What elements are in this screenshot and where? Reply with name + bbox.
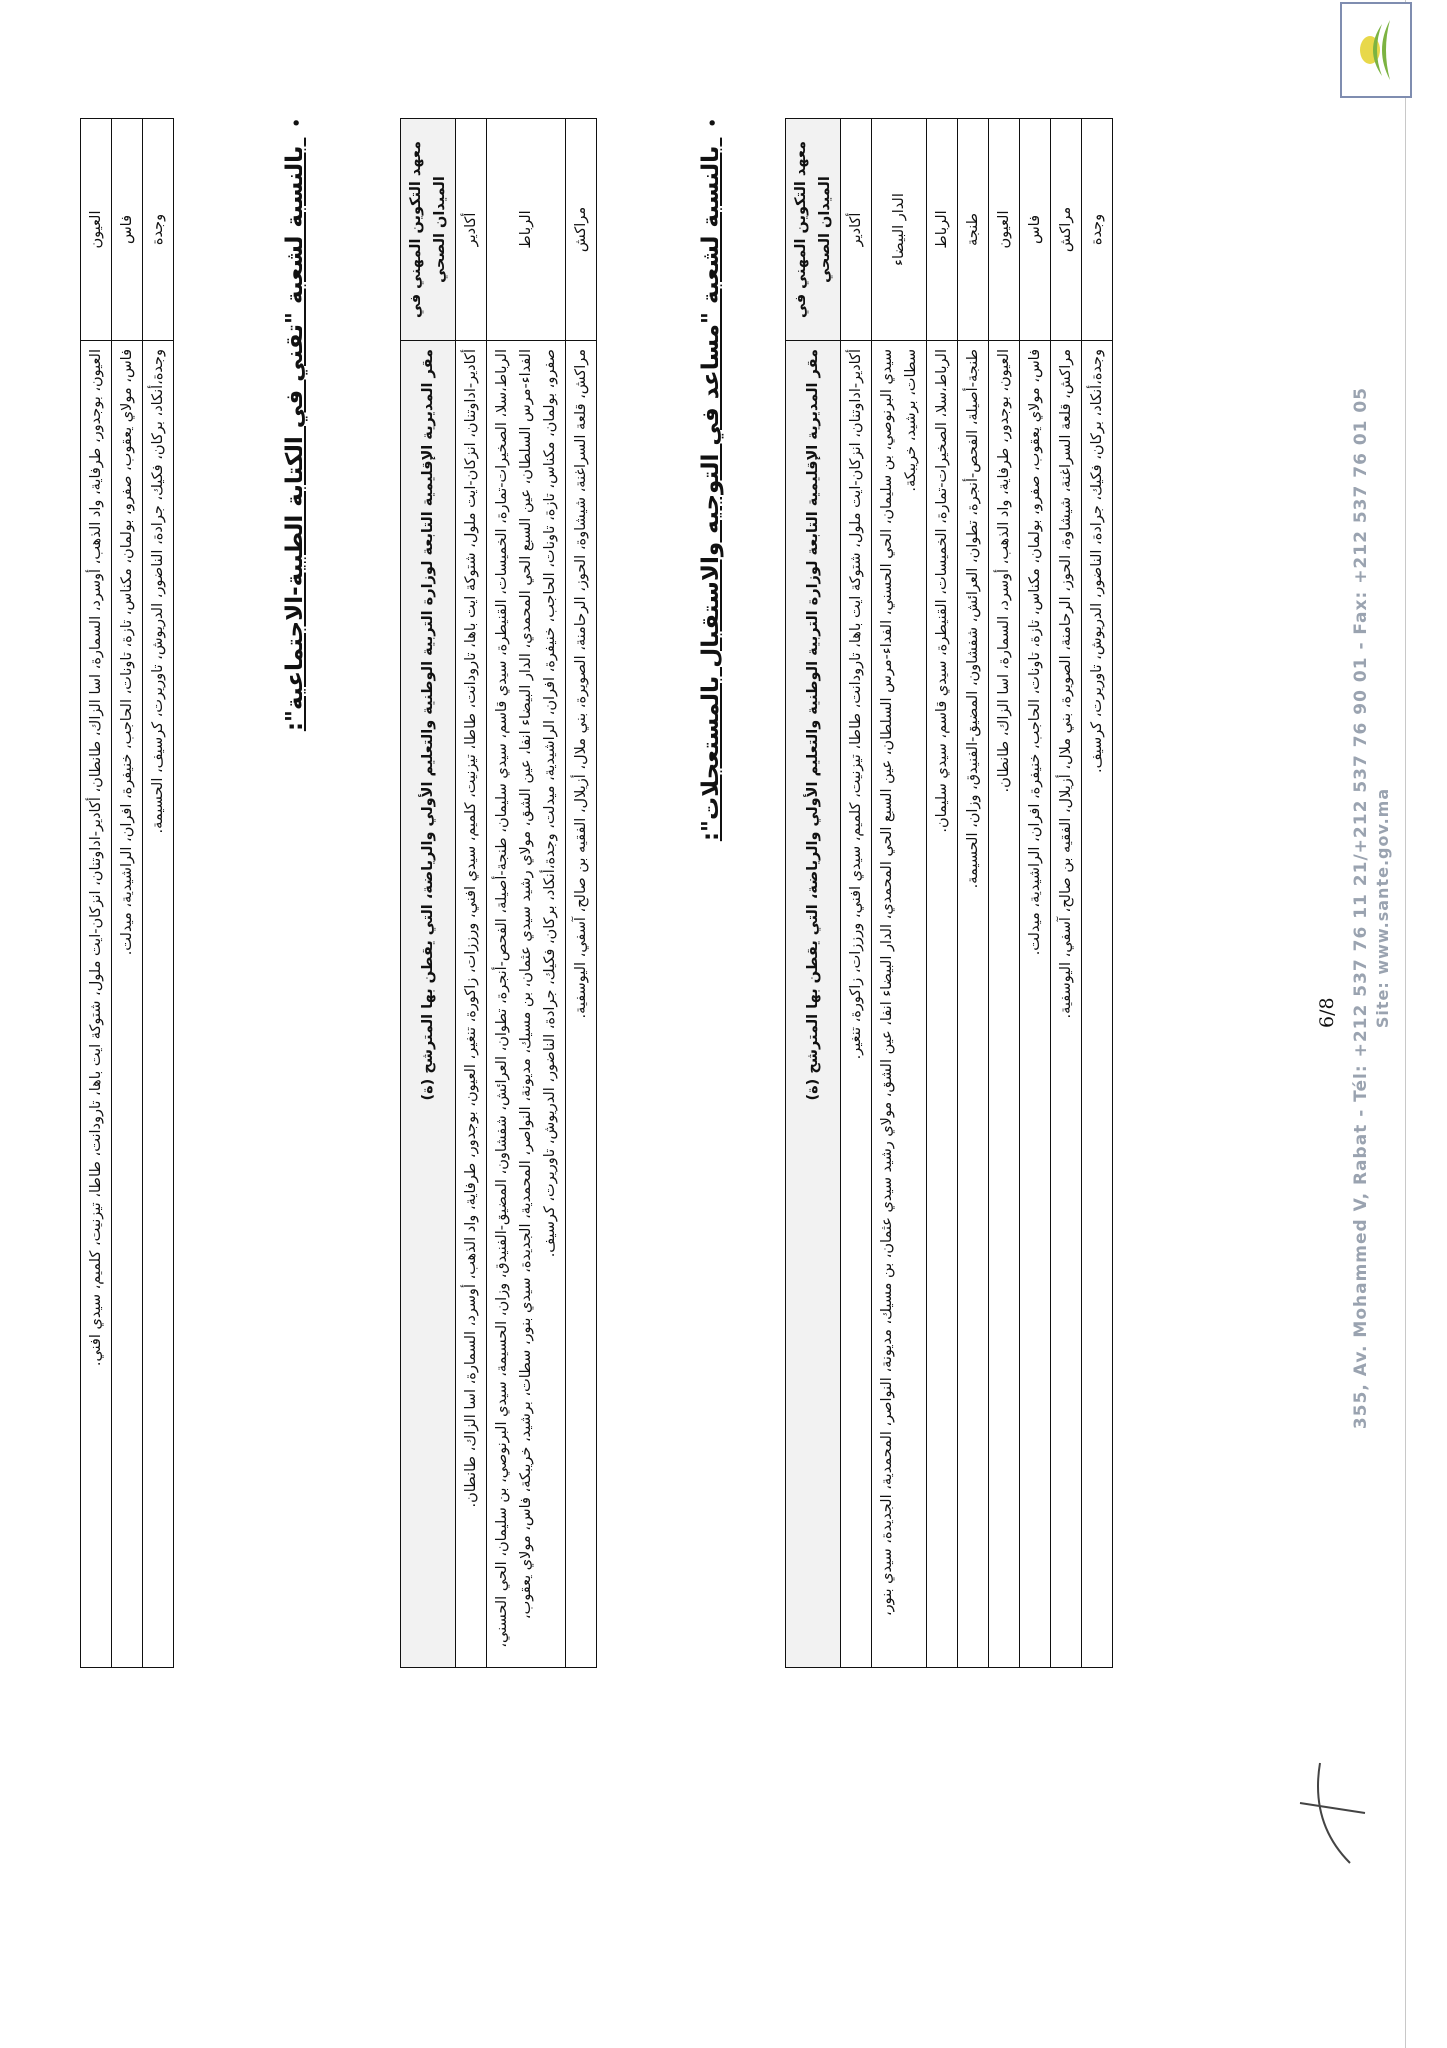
section2-table-body bbox=[841, 119, 1113, 1668]
table-row bbox=[1020, 119, 1051, 1668]
institute-cell: أكادير bbox=[456, 119, 487, 341]
header-institute: معهد التكوين المهني في الميدان الصحي bbox=[786, 119, 841, 341]
footer-site: Site: www.sante.gov.ma bbox=[1373, 787, 1392, 1029]
table-row bbox=[112, 119, 143, 1668]
institute-cell: مراكش bbox=[1051, 119, 1082, 341]
table-header-row bbox=[401, 119, 456, 1668]
institute-cell: وجدة bbox=[143, 119, 174, 341]
footer-address: 355, Av. Mohammed V, Rabat - Tél: +212 537 76 11 21/+212 537 76 90 01 - Fax: +212 537 76 01 05 bbox=[1351, 386, 1371, 1430]
institute-cell: مراكش bbox=[566, 119, 597, 341]
institute-cell: الدار البيضاء bbox=[872, 119, 927, 341]
table-header-row bbox=[786, 119, 841, 1668]
header-institute: معهد التكوين المهني في الميدان الصحي bbox=[401, 119, 456, 341]
institute-cell: الرباط bbox=[927, 119, 958, 341]
table-row bbox=[81, 119, 112, 1668]
directorates-cell: فاس، مولاي يعقوب، صفرو، بولمان، مكناس، تازة، تاونات، الحاجب، خنيفرة، افران، الراشيدية، ميدلت. bbox=[1020, 341, 1051, 1668]
table-row bbox=[927, 119, 958, 1668]
directorates-cell: وجدة،أنكاد، بركان، فكيك، جرادة، الناضور، الدريوش، تاوريرت، كرسيف، الحسيمة. bbox=[143, 341, 174, 1668]
institute-cell: العيون bbox=[81, 119, 112, 341]
table-row bbox=[841, 119, 872, 1668]
institute-cell: الرباط bbox=[487, 119, 566, 341]
directorates-cell: سيدي البرنوصي، بن سليمان، الحي الحسني، الفداء-مرس السلطان، عين السبع الحي المحمدي، الدار البيضاء انفا، عين الشق، مولاي رشيد سيدي عثمان، بن مسيك، مديونة، النواصر، المحمدية، الجديدة، سيدي بنور، سطات، برشيد، خريبكة. bbox=[872, 341, 927, 1668]
section1-table bbox=[400, 118, 597, 1668]
directorates-cell: مراكش، قلعة السراغنة، شيشاوة، الحوز، الرحامنة، الصويرة، بني ملال، أزيلال، الفقيه بن صالح، آسفي، اليوسفية. bbox=[1051, 341, 1082, 1668]
institute-cell: العيون bbox=[989, 119, 1020, 341]
directorates-cell: طنجة-أصيلة، الفحص-أنجرة، تطوان، العرائش، شفشاون، المضيق-الفنيدق، وزان، الحسيمة. bbox=[958, 341, 989, 1668]
bullet-icon: • bbox=[288, 118, 306, 128]
directorates-cell: وجدة،أنكاد، بركان، فكيك، جرادة، الناضور، الدريوش، تاوريرت، كرسيف. bbox=[1082, 341, 1113, 1668]
page-number: 6/8 bbox=[1316, 997, 1338, 1028]
section2-heading bbox=[698, 118, 724, 841]
directorates-cell: أكادير-اداوتنان، انزكان-ايت ملول، شتوكة ايت باها، تارودانت، طاطا، تيزنيت، كلميم، سيدي افني، ورززات، زاكورة، تنغير، العيون، بوجدور، طرفاية، واد الذهب، أوسرد، السمارة، اسا الزاك، طانطان. bbox=[456, 341, 487, 1668]
directorates-cell: مراكش، قلعة السراغنة، شيشاوة، الحوز، الرحامنة، الصويرة، بني ملال، أزيلال، الفقيه بن صالح، آسفي، اليوسفية. bbox=[566, 341, 597, 1668]
table-row bbox=[1082, 119, 1113, 1668]
directorates-cell: أكادير-اداوتنان، انزكان-ايت ملول، شتوكة ايت باها، تارودانت، طاطا، تيزنيت، كلميم، سيدي افني، ورززات، زاكورة، تنغير. bbox=[841, 341, 872, 1668]
table-row bbox=[456, 119, 487, 1668]
institute-cell: وجدة bbox=[1082, 119, 1113, 341]
institute-cell: فاس bbox=[112, 119, 143, 341]
section1-heading-text: بالنسبة لشعبة "تقني في الكتابة الطبية-الاجتماعية": bbox=[282, 145, 308, 732]
table-row bbox=[989, 119, 1020, 1668]
directorates-cell: الرباط،سلا، الصخيرات-تمارة، الخميسات، القنيطرة، سيدي قاسم، سيدي سليمان. bbox=[927, 341, 958, 1668]
continued-table-body bbox=[81, 119, 174, 1668]
institute-cell: فاس bbox=[1020, 119, 1051, 341]
ministry-logo bbox=[1340, 2, 1412, 98]
top-edge-line bbox=[1405, 0, 1406, 2048]
header-directorates: مقر المديرية الإقليمية التابعة لوزارة التربية الوطنية والتعليم الأولي والرياضة، التي يقطن بها المترشح (ة) bbox=[401, 341, 456, 1668]
institute-cell: طنجة bbox=[958, 119, 989, 341]
directorates-cell: العيون، بوجدور، طرفاية، واد الذهب، أوسرد، السمارة، اسا الزاك، طانطان. bbox=[989, 341, 1020, 1668]
institute-cell: أكادير bbox=[841, 119, 872, 341]
footer bbox=[1350, 128, 1394, 1688]
section1-heading bbox=[282, 118, 308, 731]
table-row bbox=[872, 119, 927, 1668]
directorates-cell: العيون، بوجدور، طرفاية، واد الذهب، أوسرد، السمارة، اسا الزاك، طانطان، أكادير-اداوتنان، انزكان-ايت ملول، شتوكة ايت باها، تارودانت، طاطا، تيزنيت، كلميم، سيدي افني. bbox=[81, 341, 112, 1668]
continued-table bbox=[80, 118, 174, 1668]
bullet-icon: • bbox=[704, 118, 722, 128]
directorates-cell: الرباط،سلا، الصخيرات-تمارة، الخميسات، القنيطرة، سيدي قاسم، سيدي سليمان، طنجة-أصيلة، الفحص-أنجرة، تطوان، العرائش، شفشاون، المضيق-الفنيدق، وزان، الحسيمة، سيدي البرنوصي، بن سليمان، الحي الحسني، الفداء-مرس السلطان، عين السبع الحي المحمدي، الدار البيضاء انفا، عين الشق، مولاي رشيد سيدي عثمان، بن مسيك، مديونة، النواصر، المحمدية، الجديدة، سيدي بنور، سطات، برشيد، خريبكة، فاس، مولاي يعقوب، صفرو، بولمان، مكناس، تازة، تاونات، الحاجب، خنيفرة، افران، الراشيدية، ميدلت، وجدة،أنكاد، بركان، فكيك، جرادة، الناضور، الدريوش، تاوريرت، كرسيف. bbox=[487, 341, 566, 1668]
signature-mark bbox=[1290, 1753, 1370, 1873]
table-row bbox=[958, 119, 989, 1668]
section1-table-body bbox=[456, 119, 597, 1668]
table-row bbox=[566, 119, 597, 1668]
section2-heading-text: بالنسبة لشعبة "مساعد في التوجيه والاستقبال بالمستعجلات": bbox=[698, 145, 724, 842]
header-directorates: مقر المديرية الإقليمية التابعة لوزارة التربية الوطنية والتعليم الأولي والرياضة، التي يقطن بها المترشح (ة) bbox=[786, 341, 841, 1668]
section2-table bbox=[785, 118, 1113, 1668]
table-row bbox=[487, 119, 566, 1668]
table-row bbox=[1051, 119, 1082, 1668]
table-row bbox=[143, 119, 174, 1668]
directorates-cell: فاس، مولاي يعقوب، صفرو، بولمان، مكناس، تازة، تاونات، الحاجب، خنيفرة، افران، الراشيدية، ميدلت. bbox=[112, 341, 143, 1668]
